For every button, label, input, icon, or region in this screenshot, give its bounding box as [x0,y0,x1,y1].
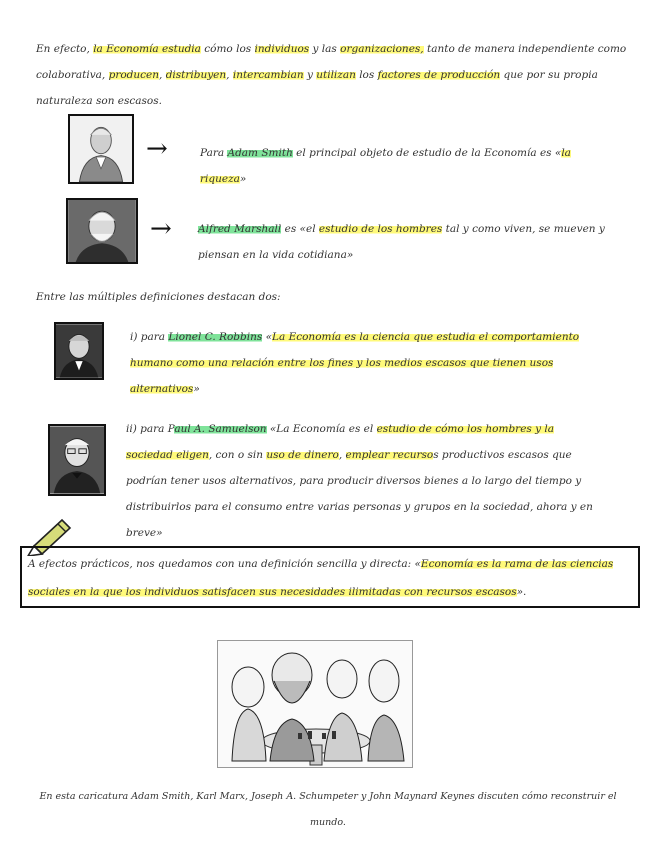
text: «La Economía es el [266,423,377,435]
paul-samuelson-portrait [48,424,106,496]
highlight: organizaciones, [340,43,424,55]
text: i) para [130,331,169,343]
text: tanto de manera independiente como colaborativa, [36,43,627,81]
text: ». [516,586,527,598]
arrow-icon: → [146,134,168,164]
author-highlight: Adam Smith [227,147,293,159]
text: s productivos escasos que podrían tener usos alternativos, para producir diversos bienes a lo largo del tiempo y distribuirlos para el consumo entre varias personas y grupos en la sociedad, ahora y en breve» [126,449,593,539]
text: « [262,331,272,343]
text: y las [309,43,341,55]
portrait-drawing [68,200,136,262]
text: y [303,69,317,81]
text: , con o sin [208,449,267,461]
highlight: factores de producción [377,69,501,81]
economists-cartoon [217,640,413,768]
highlight: estudio de cómo los hombres y la sociedad eligen [126,423,555,461]
highlight: La Economía es la ciencia que estudia el comportamiento humano como una relación entre los fines y los medios escasos que tienen usos alternativos [130,331,580,395]
samuelson-definition [126,416,596,546]
author-highlight: Alfred Marshall [198,223,282,235]
text: , [226,69,233,81]
marshall-definition [198,216,630,268]
cartoon-drawing [218,641,412,767]
practical-definition-box [20,546,640,608]
text: , [338,449,346,461]
highlight: producen [108,69,159,81]
text: los [355,69,378,81]
text: » [239,173,247,185]
highlight: individuos [254,43,310,55]
author-highlight: Lionel C. Robbins [168,331,263,343]
text: ii) para P [126,423,175,435]
highlight: Economía es la rama de las ciencias sociales en la que los individuos satisfacen sus necesidades ilimitadas con recursos escasos [28,558,614,598]
text: tal y como viven, se mueven y piensan en la vida cotidiana» [198,223,605,261]
smith-definition [200,140,620,192]
highlight: utilizan [316,69,356,81]
text: el principal objeto de estudio de la Economía es « [292,147,562,159]
highlight: intercambian [232,69,304,81]
arrow-icon: → [150,214,172,244]
highlight: uso de dinero [266,449,339,461]
alfred-marshall-portrait [66,198,138,264]
intro-paragraph [36,36,632,114]
lionel-robbins-portrait [54,322,104,380]
text: es «el [281,223,319,235]
portrait-drawing [70,116,132,182]
text: , [159,69,166,81]
robbins-definition [130,324,622,402]
adam-smith-portrait [68,114,134,184]
highlight: estudio de los hombres [318,223,443,235]
highlight: emplear recurso [345,449,434,461]
text: que por su propia naturaleza son escasos. [36,69,598,107]
text: En efecto, [36,43,94,55]
text: cómo los [200,43,255,55]
text: » [193,383,200,395]
text: Para [200,147,228,159]
portrait-drawing [56,324,102,378]
text: A efectos prácticos, nos quedamos con una definición sencilla y directa: « [28,558,421,570]
cartoon-caption: En esta caricatura Adam Smith, Karl Marx, Joseph A. Schumpeter y John Maynard Keynes discuten cómo reconstruir el mundo. [39,791,617,828]
highlight: la riqueza [200,147,571,185]
definitions-intro: Entre las múltiples definiciones destacan dos: [36,291,281,303]
author-highlight: aul A. Samuelson [174,423,267,435]
highlight: la Economía estudia [93,43,201,55]
highlight: distribuyen [165,69,227,81]
portrait-drawing [50,426,104,494]
